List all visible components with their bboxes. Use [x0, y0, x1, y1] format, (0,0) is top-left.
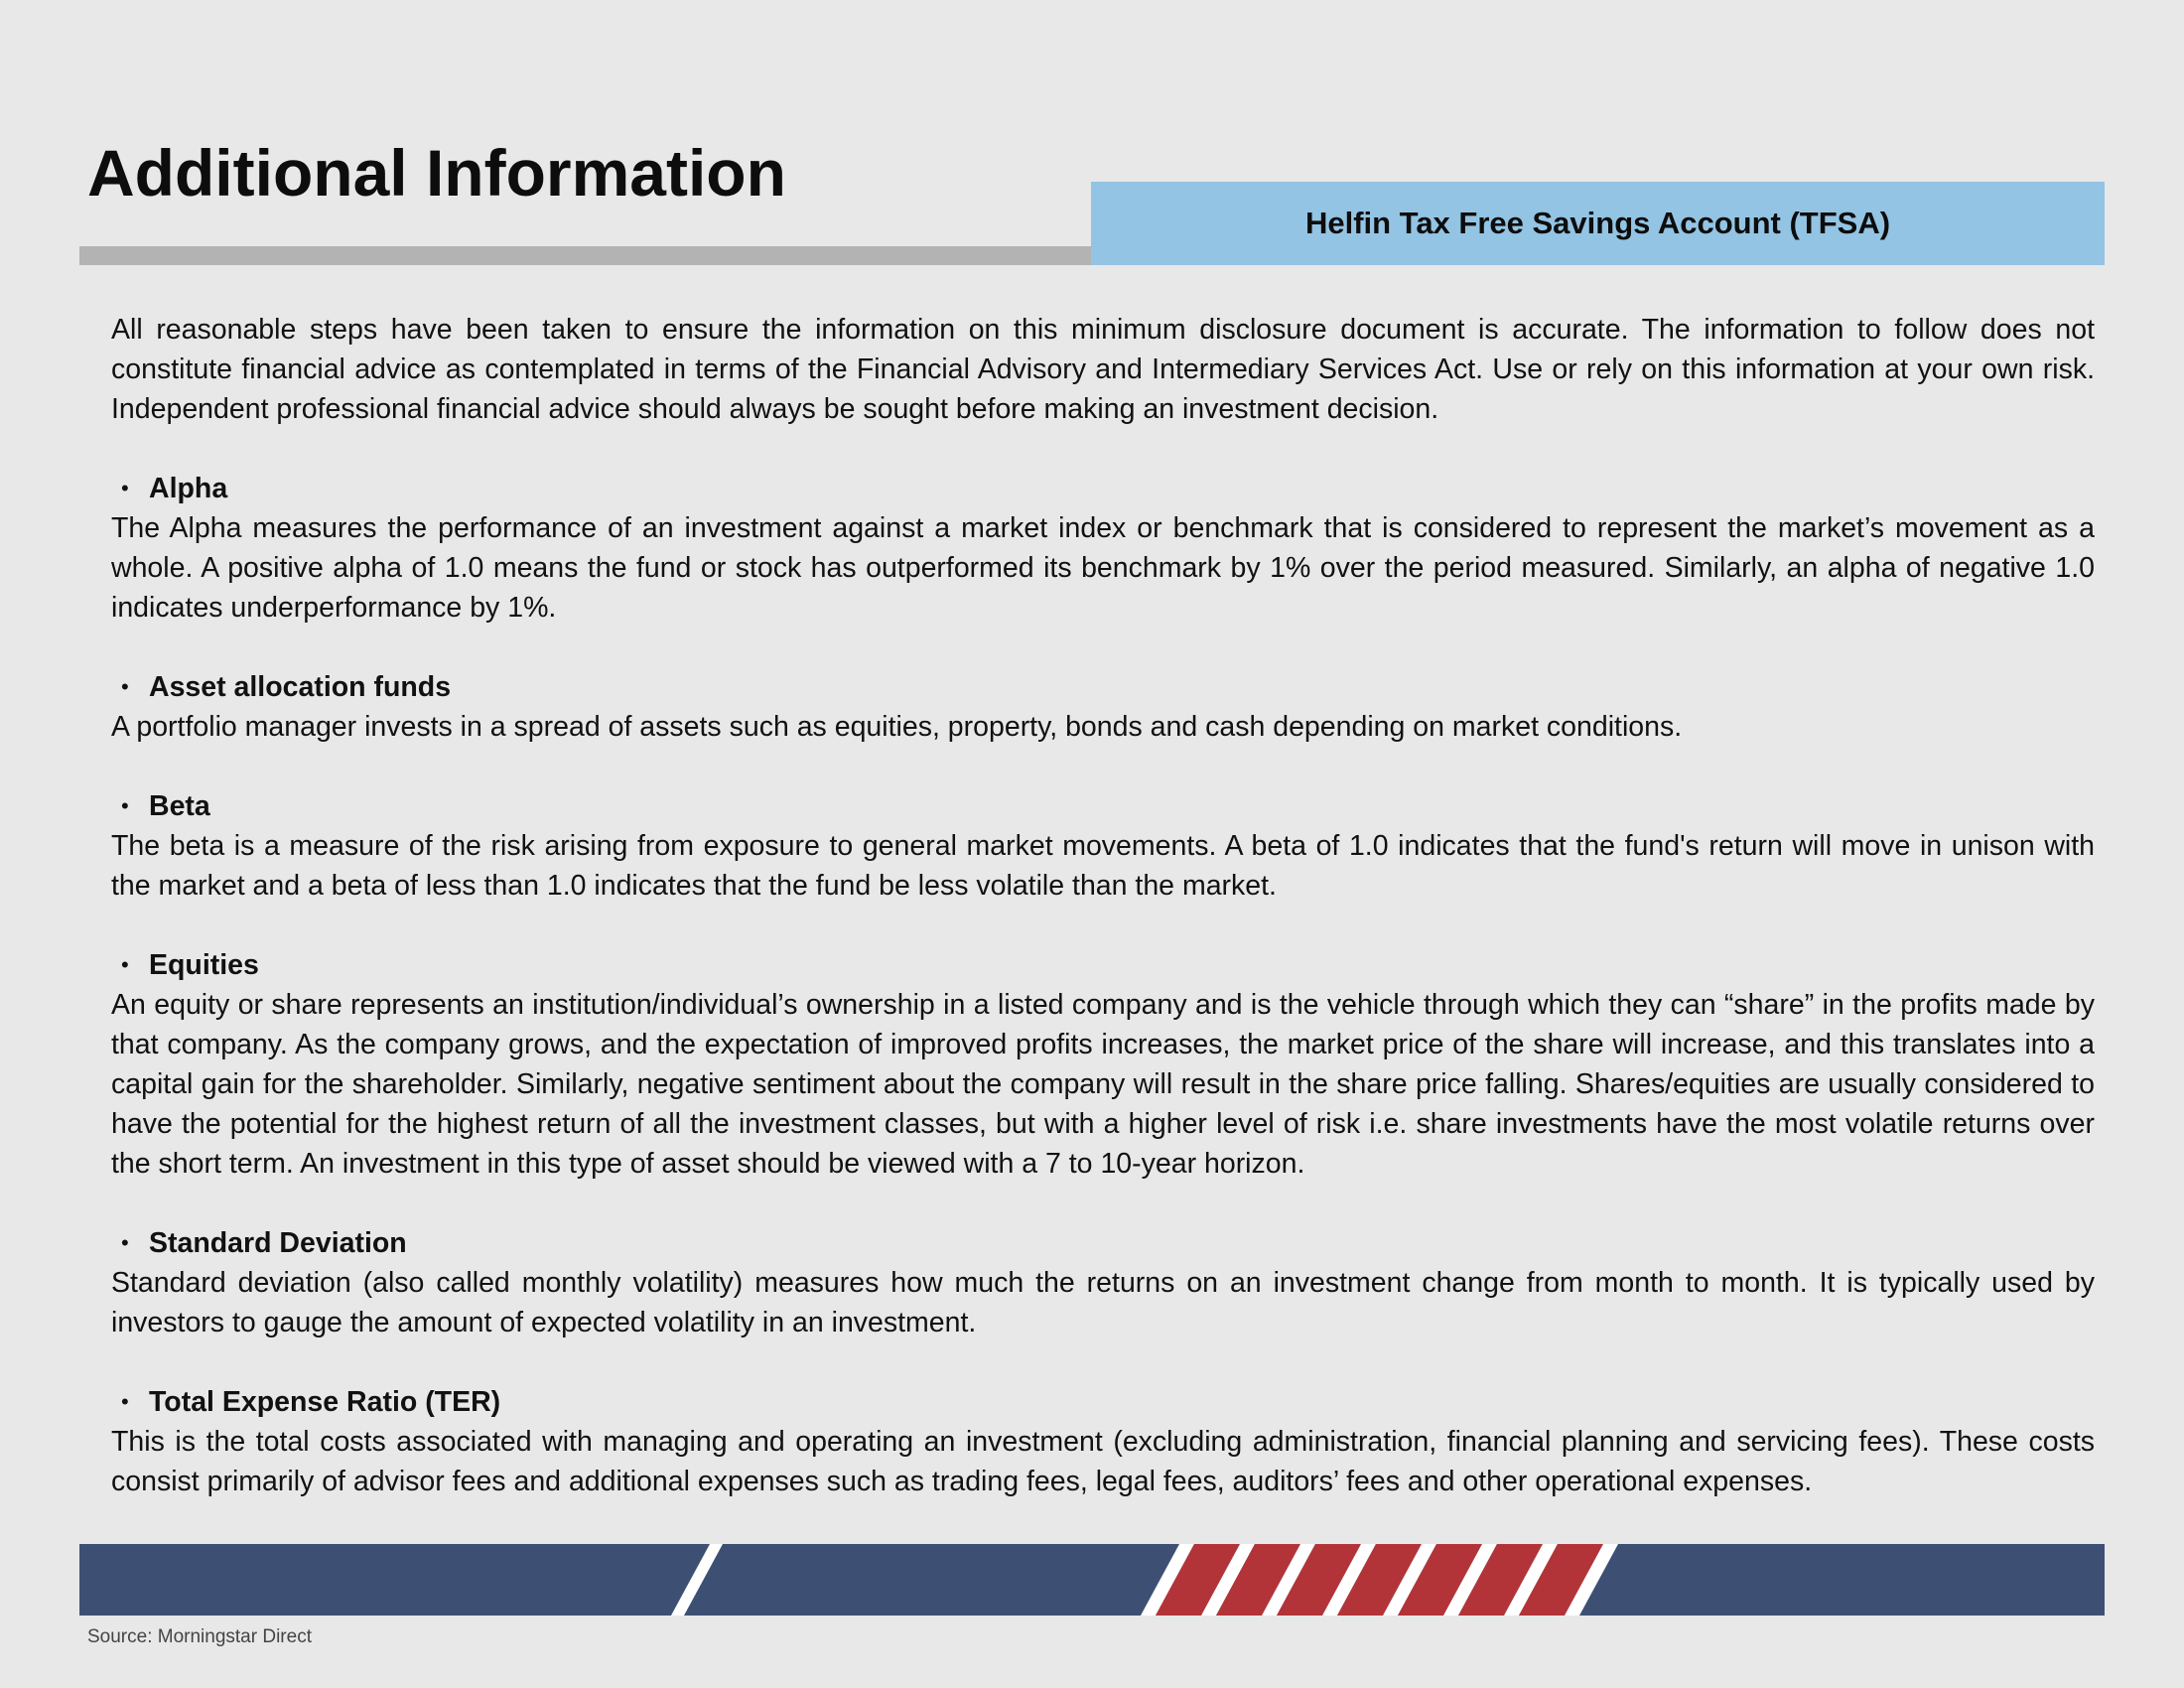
- section-body: An equity or share represents an institution/individual’s ownership in a listed company and is the vehicle through which they can “share” in the profits made by that company. As the company grows, and the expectation of improved profits increases, the market price of the share will increase, and this translates into a capital gain for the shareholder. Similarly, negative sentiment about the company will result in the share price falling. Shares/equities are usually considered to have the potential for the highest return of all the investment classes, but with a higher level of risk i.e. share investments have the most volatile returns over the short term. An investment in this type of asset should be viewed with a 7 to 10-year horizon.: [111, 989, 2095, 1180]
- disclaimer-paragraph: All reasonable steps have been taken to ensure the information on this minimum disclosure document is accurate. The information to follow does not constitute financial advice as contemplated in terms of the Financial Advisory and Intermediary Services Act. Use or rely on this information at your own risk. Independent professional financial advice should always be sought before making an investment decision.: [111, 314, 2095, 425]
- section-heading: Alpha: [149, 473, 228, 504]
- section-head: [111, 469, 2095, 508]
- section-heading: Beta: [149, 790, 210, 822]
- footer-band: [79, 1544, 2105, 1616]
- section-head: [111, 945, 2095, 985]
- section-alpha: [111, 469, 2095, 628]
- bullet-icon: •: [121, 476, 129, 500]
- bullet-icon: •: [121, 674, 129, 699]
- bullet-icon: •: [121, 1389, 129, 1414]
- bullet-icon: •: [121, 1230, 129, 1255]
- section-body: The Alpha measures the performance of an investment against a market index or benchmark that is considered to represent the market’s movement as a whole. A positive alpha of 1.0 means the fund or stock has outperformed its benchmark by 1% over the period measured. Similarly, an alpha of negative 1.0 indicates underperformance by 1%.: [111, 512, 2095, 624]
- section-heading: Equities: [149, 949, 259, 981]
- product-banner: [1091, 182, 2105, 265]
- section-body: This is the total costs associated with managing and operating an investment (excluding administration, financial planning and servicing fees). These costs consist primarily of advisor fees and additional expenses such as trading fees, legal fees, auditors’ fees and other operational expenses.: [111, 1426, 2095, 1497]
- section-equities: [111, 945, 2095, 1184]
- section-asset-allocation-funds: [111, 667, 2095, 747]
- section-body: Standard deviation (also called monthly volatility) measures how much the returns on an investment change from month to month. It is typically used by investors to gauge the amount of expected volatility in an investment.: [111, 1267, 2095, 1338]
- product-name: Helfin Tax Free Savings Account (TFSA): [1304, 206, 1891, 240]
- bullet-icon: •: [121, 793, 129, 818]
- section-heading: Asset allocation funds: [149, 671, 452, 703]
- source-note: Source: Morningstar Direct: [87, 1626, 312, 1647]
- section-total-expense-ratio: [111, 1382, 2095, 1501]
- page-title: Additional Information: [87, 136, 786, 210]
- section-head: [111, 667, 2095, 707]
- section-heading: Standard Deviation: [149, 1227, 407, 1259]
- section-head: [111, 1223, 2095, 1263]
- section-head: [111, 786, 2095, 826]
- section-head: [111, 1382, 2095, 1422]
- section-body: The beta is a measure of the risk arising from exposure to general market movements. A beta of 1.0 indicates that the fund's return will move in unison with the market and a beta of less than 1.0 indicates that the fund be less volatile than the market.: [111, 830, 2095, 902]
- content-body: [111, 310, 2095, 1541]
- header-rule: [79, 246, 1092, 265]
- footer-band-navy: [79, 1544, 2105, 1616]
- section-beta: [111, 786, 2095, 906]
- section-heading: Total Expense Ratio (TER): [149, 1386, 501, 1418]
- section-standard-deviation: [111, 1223, 2095, 1342]
- bullet-icon: •: [121, 952, 129, 977]
- section-body: A portfolio manager invests in a spread of assets such as equities, property, bonds and cash depending on market conditions.: [111, 711, 1683, 743]
